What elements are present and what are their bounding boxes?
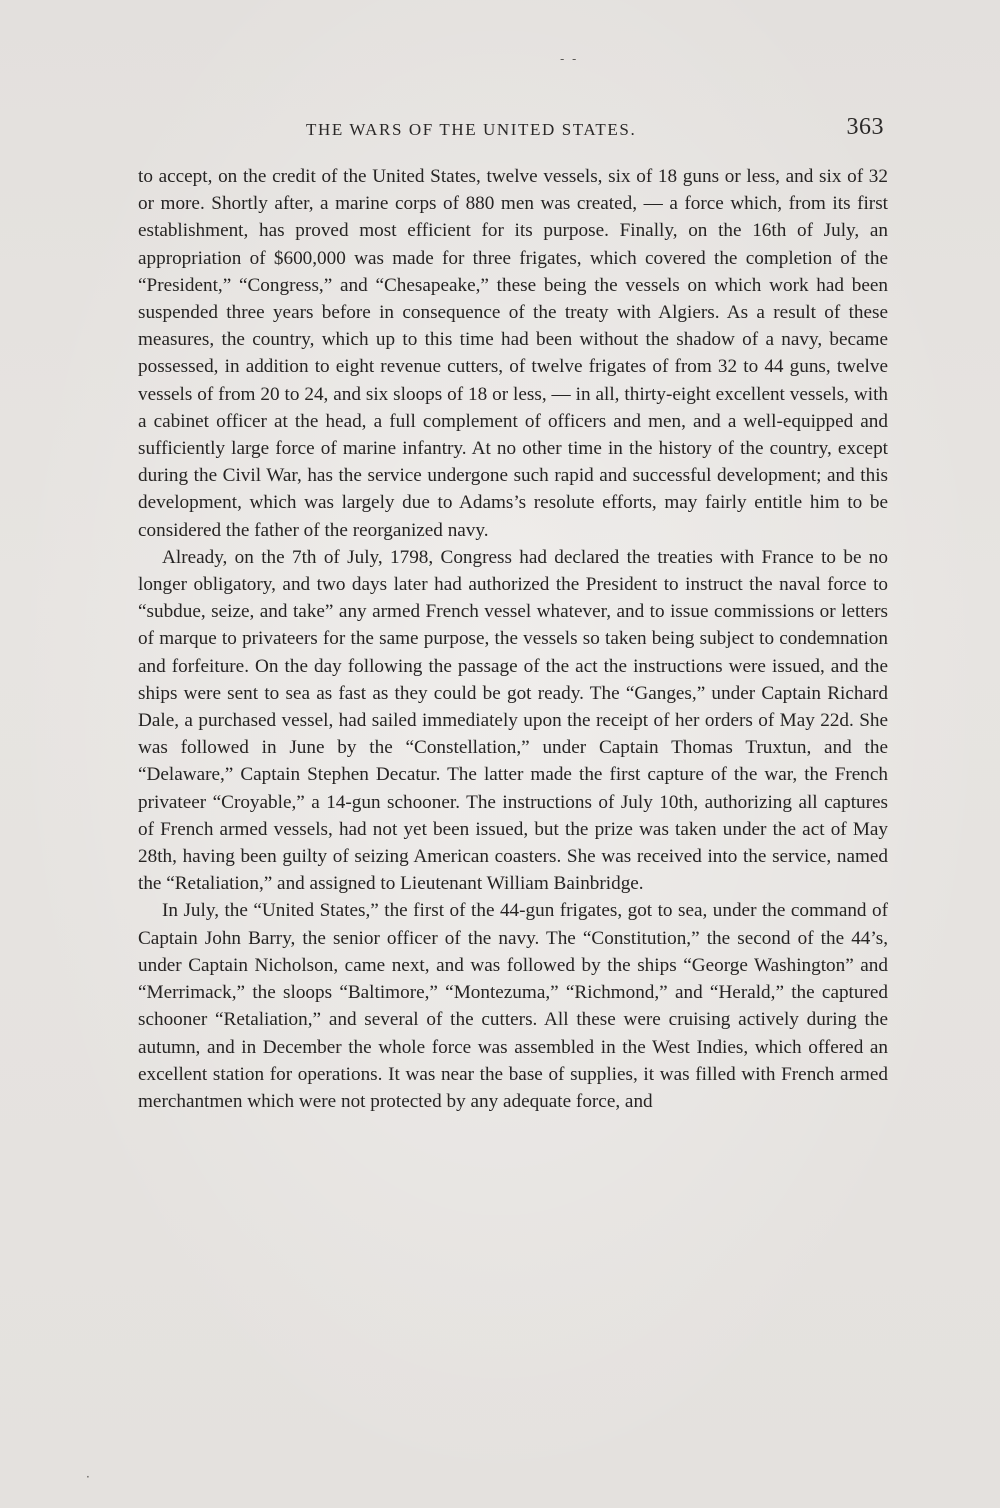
paragraph-fleet-deployment: In July, the “United States,” the first of the 44-gun frigates, got to sea, under the command of Captain John Barry, the senior officer of the navy. The “Constitution,” the second of the 44’s, under Captain Nicholson, came next, and was followed by the ships “George Washington” and “Merrimack,” the sloops “Baltimore,” “Montezuma,” “Richmond,” and “Herald,” the captured schooner “Retaliation,” and several of the cutters. All these were cruising actively during the autumn, and in December the whole force was assembled in the West Indies, which offered an excellent station for operations. It was near the base of supplies, it was filled with French armed merchantmen which were not protected by any adequate force, and: [138, 900, 888, 1112]
paragraph-continued: to accept, on the credit of the United States, twelve vessels, six of 18 guns or less, and six of 32 or more. Shortly after, a marine corps of 880 men was created, — a force which, from its first establishment, has proved most efficient for its purpose. Finally, on the 16th of July, an appropriation of $600,000 was made for three frigates, which covered the completion of the “President,” “Congress,” and “Chesapeake,” these being the vessels on which work had been suspended three years before in consequence of the treaty with Algiers. As a result of these measures, the country, which up to this time had been without the shadow of a navy, became possessed, in addition to eight revenue cutters, of twelve frigates of from 32 to 44 guns, twelve vessels of from 20 to 24, and six sloops of 18 or less, — in all, thirty-eight excellent vessels, with a cabinet officer at the head, a full complement of officers and men, and a well-equipped and sufficiently large force of marine infantry. At no other time in the history of the country, except during the Civil War, has the service undergone such rapid and successful development; and this development, which was largely due to Adams’s resolute efforts, may fairly entitle him to be considered the father of the reorganized navy.: [138, 166, 888, 541]
print-speck: ·: [86, 1470, 90, 1484]
page-number: 363: [846, 114, 884, 140]
running-head-title: THE WARS OF THE UNITED STATES.: [306, 120, 637, 139]
body-text: [138, 163, 888, 1115]
paragraph-quasi-war-outbreak: Already, on the 7th of July, 1798, Congress had declared the treaties with France to be no longer obligatory, and two days later had authorized the President to instruct the naval force to “subdue, seize, and take” any armed French vessel whatever, and to issue commissions or letters of marque to privateers for the same purpose, the vessels so taken being subject to condemnation and forfeiture. On the day following the passage of the act the instructions were issued, and the ships were sent to sea as fast as they could be got ready. The “Ganges,” under Captain Richard Dale, a purchased vessel, had sailed immediately upon the receipt of her orders of May 22d. She was followed in June by the “Constellation,” under Captain Thomas Truxtun, and the “Delaware,” Captain Stephen Decatur. The latter made the first capture of the war, the French privateer “Croyable,” a 14-gun schooner. The instructions of July 10th, authorizing all captures of French armed vessels, had not yet been issued, but the prize was taken under the act of May 28th, having been guilty of seizing American coasters. She was received into the service, named the “Retaliation,” and assigned to Lieutenant William Bainbridge.: [138, 546, 888, 895]
print-speck: - -: [560, 52, 577, 66]
running-head: [138, 114, 888, 148]
